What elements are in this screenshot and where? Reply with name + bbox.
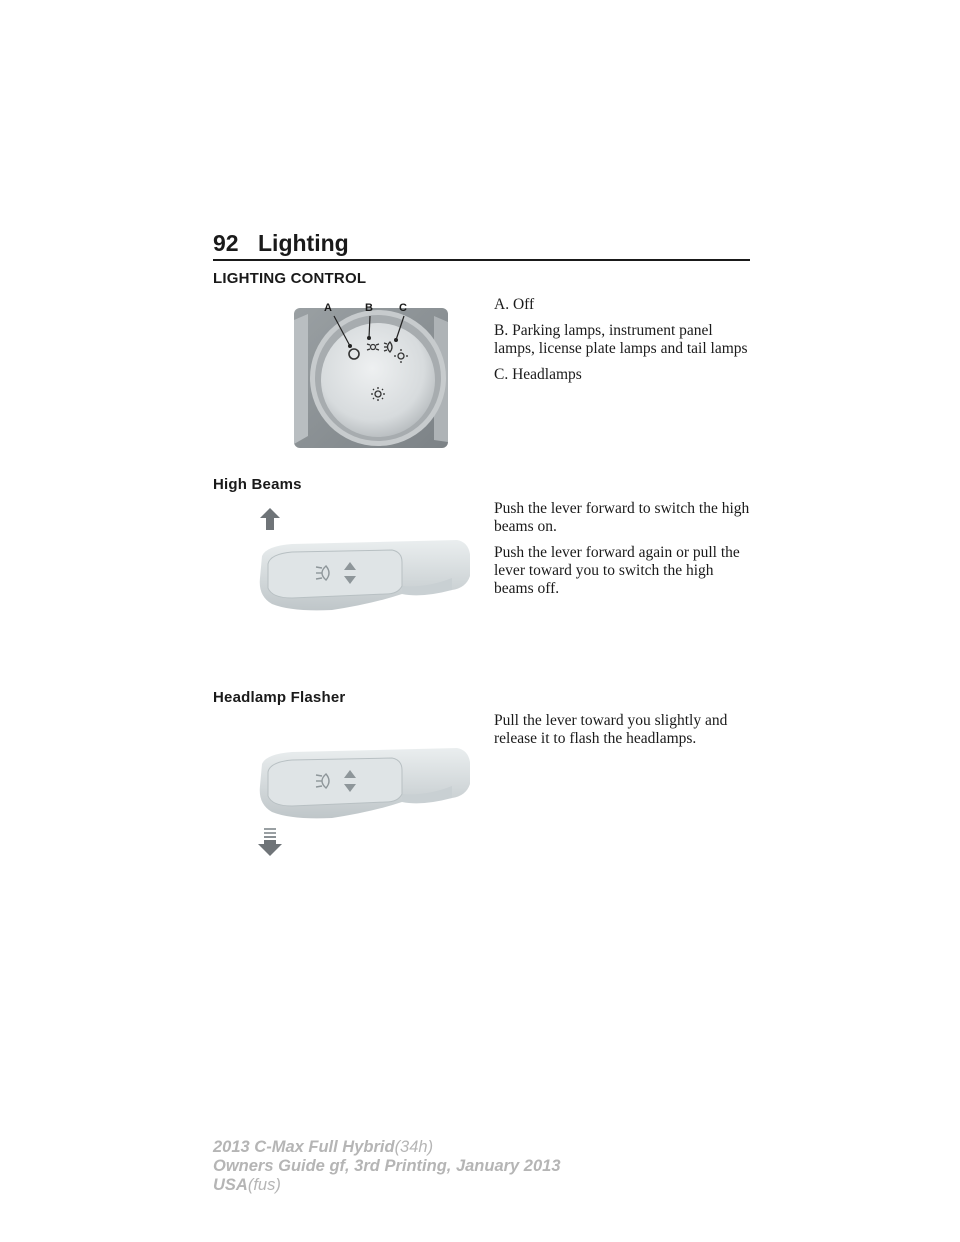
paragraph-off: A. Off bbox=[494, 296, 535, 313]
footer bbox=[213, 1138, 561, 1195]
section-heading-headlamp-flasher: Headlamp Flasher bbox=[213, 689, 346, 706]
figure-label-a: A bbox=[324, 302, 332, 314]
page-number: 92 bbox=[213, 230, 239, 256]
header-rule bbox=[213, 259, 750, 261]
section-heading-high-beams: High Beams bbox=[213, 476, 302, 493]
high-beams-text bbox=[494, 500, 756, 606]
headlamp-flasher-text bbox=[494, 712, 756, 756]
paragraph-flash-headlamps: Pull the lever toward you slightly and release it to flash the headlamps. bbox=[494, 712, 728, 747]
headlamp-switch-figure bbox=[292, 300, 450, 450]
headlamp-flasher-lever-figure bbox=[252, 742, 472, 862]
section-heading-lighting-control: LIGHTING CONTROL bbox=[213, 270, 367, 287]
footer-model: 2013 C-Max Full Hybrid bbox=[213, 1138, 395, 1156]
paragraph-high-beams-on: Push the lever forward to switch the high beams on. bbox=[494, 500, 750, 535]
paragraph-headlamps: C. Headlamps bbox=[494, 366, 582, 383]
headlamp-flasher-lever-illustration bbox=[252, 742, 472, 862]
paragraph-high-beams-off: Push the lever forward again or pull the lever toward you to switch the high beams off. bbox=[494, 544, 740, 597]
lighting-control-text bbox=[494, 296, 756, 392]
footer-market: USA bbox=[213, 1176, 248, 1194]
figure-label-b: B bbox=[365, 302, 373, 314]
headlamp-switch-illustration bbox=[292, 300, 450, 450]
paragraph-parking-lamps: B. Parking lamps, instrument panel lamps, license plate lamps and tail lamps bbox=[494, 322, 748, 357]
footer-market-code: (fus) bbox=[247, 1176, 281, 1194]
footer-line-3 bbox=[213, 1176, 561, 1195]
arrow-down-icon bbox=[258, 828, 282, 856]
chapter-title: Lighting bbox=[258, 230, 349, 256]
footer-line-2: Owners Guide gf, 3rd Printing, January 2013 bbox=[213, 1157, 561, 1175]
high-beam-lever-figure bbox=[252, 508, 472, 620]
footer-model-code: (34h) bbox=[394, 1138, 434, 1156]
high-beam-lever-illustration bbox=[252, 508, 472, 620]
figure-label-c: C bbox=[399, 302, 407, 314]
footer-line-1 bbox=[213, 1138, 561, 1157]
arrow-up-icon bbox=[260, 508, 280, 530]
